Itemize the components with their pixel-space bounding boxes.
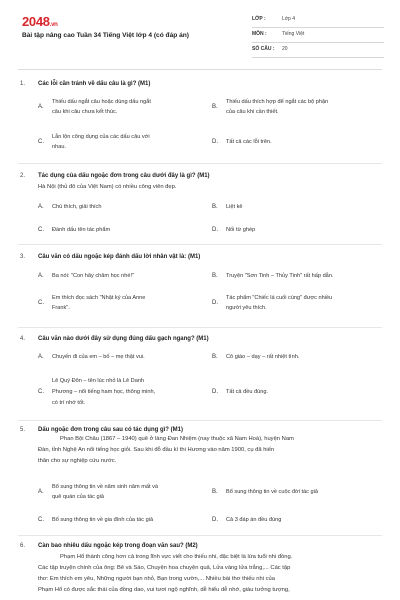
- option-letter: C.: [38, 139, 44, 145]
- question-number: 3.: [20, 254, 26, 260]
- option-text: Bổ sung thông tin về năm sinh năm mất và: [52, 484, 159, 490]
- question-text: Càn bao nhiêu dấu ngoặc kép trong đoạn văn sau? (M2): [38, 543, 198, 549]
- passage-line: Phạm Hổ có được sắc thái của đồng dao, vui tươi ngộ nghĩnh, dễ hiểu dễ nhớ, giàu tưởng tượng,: [38, 587, 290, 593]
- meta-key: LỚP :: [252, 16, 266, 22]
- document-title: Bài tập nâng cao Tuần 34 Tiếng Việt lớp 4 (có đáp án): [22, 32, 189, 39]
- question-number: 4.: [20, 336, 26, 342]
- option-letter: A.: [38, 354, 44, 360]
- option-text: Nối từ ghép: [226, 227, 256, 233]
- option-letter: A.: [38, 104, 44, 110]
- passage-line: Phạm Hổ thành công hơn cả trong lĩnh vực viết cho thiếu nhi, đặc biệt là lứa tuổi nhi đồng.: [60, 554, 293, 560]
- meta-key: SỐ CÂU :: [252, 46, 275, 52]
- passage-line: Đàn, tỉnh Nghệ An nổi tiếng học giỏi. Sau khi đỗ đầu kì thi Hương vào năm 1900, cụ đã hiến: [38, 447, 275, 453]
- option-text: Cô giáo – dạy – rất nhiệt tình.: [226, 354, 300, 360]
- question-text: Câu văn nào dưới đây sử dụng đúng dấu gạch ngang? (M1): [38, 336, 209, 342]
- option-letter: B.: [212, 354, 218, 360]
- site-logo[interactable]: 2048.vn: [22, 14, 58, 29]
- question-passage: [38, 552, 380, 596]
- meta-row-count: [252, 43, 384, 58]
- option-text: nhau.: [52, 144, 66, 150]
- option-text: Em thích đọc sách "Nhật ký của Anne: [52, 295, 146, 301]
- question-number: 1.: [20, 81, 26, 87]
- option-text: quê quán của tác giả: [52, 494, 104, 500]
- option-letter: B.: [212, 273, 218, 279]
- passage-line: thân cho sự nghiệp cứu nước.: [38, 458, 117, 464]
- question-number: 5.: [20, 427, 26, 433]
- option-text: Thiếu dấu ngắt câu hoặc dùng dấu ngắt: [52, 99, 151, 105]
- question-text: Tác dụng của dấu ngoặc đơn trong câu dưới đây là gì? (M1): [38, 173, 210, 179]
- option-text: có trí nhớ tốt.: [52, 400, 86, 406]
- meta-value: 20: [282, 46, 288, 52]
- meta-value: Tiếng Việt: [282, 31, 305, 37]
- option-letter: D.: [212, 517, 218, 523]
- option-text: Tác phẩm "Chiếc lá cuối cùng" được nhiều: [226, 295, 333, 301]
- header-divider: [18, 69, 382, 70]
- question-text: Dấu ngoặc đơn trong câu sau có tác dụng gì? (M1): [38, 427, 183, 433]
- option-text: Bổ sung thông tin về cuộc đời tác giả: [226, 489, 318, 495]
- question-divider: [18, 163, 382, 164]
- meta-row-subject: [252, 28, 384, 43]
- option-text: Truyện "Sơn Tinh – Thủy Tinh" rất hấp dẫn.: [226, 273, 334, 279]
- option-letter: D.: [212, 139, 218, 145]
- option-letter: A.: [38, 273, 44, 279]
- question-divider: [18, 244, 382, 245]
- option-letter: B.: [212, 489, 218, 495]
- option-text: câu khi câu chưa kết thúc.: [52, 109, 118, 115]
- meta-key: MÔN :: [252, 31, 267, 37]
- option-letter: C.: [38, 300, 44, 306]
- option-text: Lẫn lộn công dụng của các dấu câu với: [52, 134, 150, 140]
- option-letter: D.: [212, 227, 218, 233]
- meta-info-box: [252, 13, 384, 58]
- option-text: Chuyến đi của em – bố – mẹ thật vui.: [52, 354, 145, 360]
- option-text: Thiếu dấu thích hợp để ngắt các bộ phận: [226, 99, 329, 105]
- question-divider: [18, 327, 382, 328]
- option-text: Phương – nổi tiếng ham học, thông minh,: [52, 389, 156, 395]
- option-letter: D.: [212, 389, 218, 395]
- option-letter: C.: [38, 517, 44, 523]
- question-divider: [18, 420, 382, 421]
- option-text: Đánh dấu tên tác phẩm: [52, 227, 111, 233]
- passage-line: Phan Bội Châu (1867 – 1940) quê ở làng Đan Nhiệm (nay thuộc xã Nam Hoà), huyện Nam: [60, 436, 294, 442]
- passage-line: thơ: Em thích em yêu, Những người bạn nhỏ, Bạn trong vườn,... Nhiều bài thơ thiếu nhi của: [38, 576, 275, 582]
- meta-row-class: [252, 13, 384, 28]
- question-text: Câu văn có dấu ngoặc kép đánh dấu lời nhân vật là: (M1): [38, 254, 201, 260]
- meta-value: Lớp 4: [282, 16, 296, 22]
- passage-line: Các tập truyện chính của ông: Bê và Sáo, Chuyện hoa chuyện quả, Lửa vàng lửa trắng,... Các tập: [38, 565, 291, 571]
- option-text: Cả 3 đáp án đều đúng: [226, 517, 282, 523]
- option-letter: B.: [212, 204, 218, 210]
- option-text: Lê Quý Đôn – tên lúc nhỏ là Lê Danh: [52, 378, 145, 384]
- option-letter: A.: [38, 489, 44, 495]
- option-text: của câu khi cần thiết.: [226, 109, 279, 115]
- question-divider: [18, 535, 382, 536]
- option-text: Liệt kê: [226, 204, 243, 210]
- option-text: Frank".: [52, 305, 70, 311]
- question-number: 2.: [20, 173, 26, 179]
- option-letter: C.: [38, 389, 44, 395]
- document-header: [0, 0, 400, 70]
- option-text: Ba nói: "Con hãy chăm học nhé!": [52, 273, 135, 279]
- option-text: Bổ sung thông tin về gia đình của tác giả: [52, 517, 154, 523]
- option-letter: B.: [212, 104, 218, 110]
- option-text: người yêu thích.: [226, 305, 267, 311]
- option-text: Chú thích, giải thích: [52, 204, 102, 210]
- option-text: Tất cả các lỗi trên.: [226, 139, 272, 145]
- option-letter: C.: [38, 227, 44, 233]
- option-letter: A.: [38, 204, 44, 210]
- question-passage: [38, 434, 380, 467]
- option-text: Tất cả đều đúng.: [226, 389, 268, 395]
- question-number: 6.: [20, 543, 26, 549]
- question-text: Các lỗi cần tránh về dấu câu là gì? (M1): [38, 81, 151, 87]
- option-letter: D.: [212, 300, 218, 306]
- question-example: Hà Nội (thủ đô của Việt Nam) có nhiều công viên đẹp.: [38, 184, 177, 190]
